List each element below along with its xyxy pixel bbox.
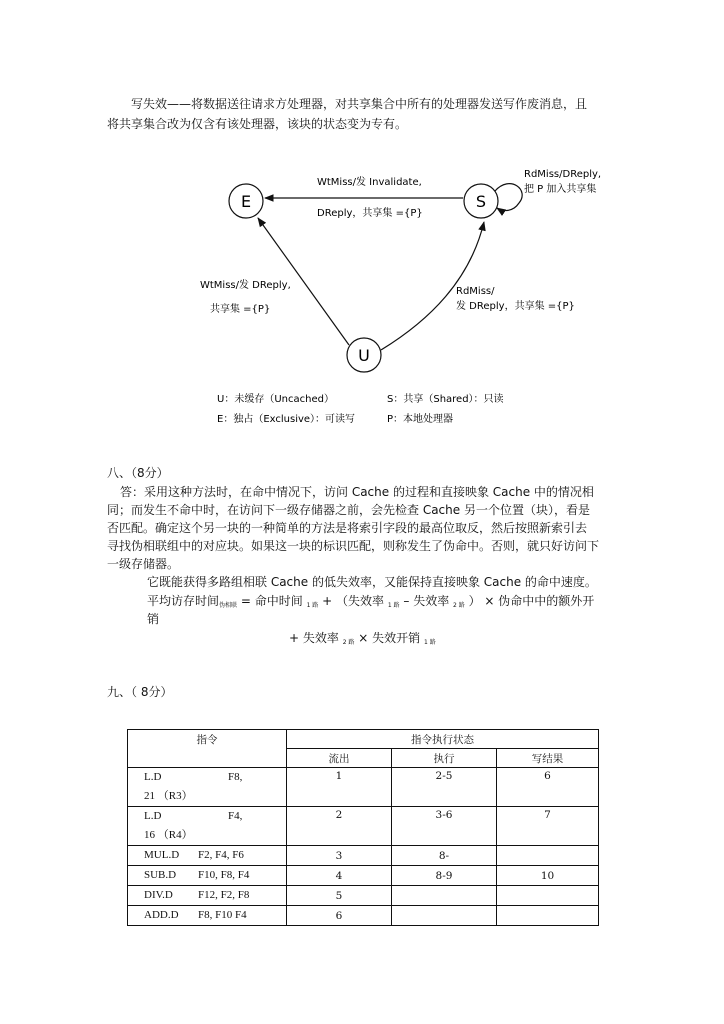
state-e-label: E [240,192,252,211]
cell-issue: 5 [287,886,392,906]
label-s-self-1: RdMiss/DReply, [524,169,602,180]
formula-prefix: 平均访存时间 [147,594,220,608]
formula-sub-2way-a: 2 路 [453,602,465,609]
instr-op: L.D [144,810,162,822]
label-u-to-e-1: WtMiss/发 DReply, [200,280,291,291]
instr-cell [128,846,287,866]
legend-s: S：共享（Shared）：只读 [387,394,504,405]
instr-args2: 16 （R4） [144,829,193,841]
header-status: 指令执行状态 [287,730,599,749]
state-s-label: S [475,192,487,211]
cell-write: 7 [497,807,599,846]
legend-p: P：本地处理器 [387,414,454,425]
cell-issue: 2 [287,807,392,846]
instr-op: ADD.D [144,909,179,921]
instr-op: MUL.D [144,849,180,861]
cell-issue: 1 [287,768,392,807]
instr-args: F12, F2, F8 [198,889,250,901]
instr-op: SUB.D [144,869,177,881]
table-row [128,807,599,846]
formula-line-1 [147,591,594,616]
cell-issue: 3 [287,846,392,866]
instr-cell [128,807,287,846]
section-8-line-4: 寻找伪相联组中的对应块。如果这一块的标识匹配，则称发生了伪命中。否则，就只好访问下 [107,539,600,553]
formula-sub-1way-b: 1 路 [387,602,400,609]
cell-write [497,846,599,866]
state-u-label: U [358,346,370,365]
label-s-self-2: 把 P 加入共享集 [524,184,597,195]
subheader-issue: 流出 [287,749,392,768]
instr-args: F8, [228,771,243,783]
instruction-status-table [127,729,599,926]
instr-cell [128,768,287,807]
instr-args: F10, F8, F4 [198,869,250,881]
formula-minus: – 失效率 [403,594,450,608]
arrow-s-self-loop [495,184,522,211]
cell-exec [392,886,497,906]
table-row [128,866,599,886]
section-8-line-2: 同；而发生不命中时，在访问下一级存储器之前，会先检查 Cache 另一个位置（块），看是 [107,503,590,517]
write-miss-line-1: 写失效——将数据送往请求方处理器，对共享集合中所有的处理器发送写作废消息，且 [131,97,588,111]
cell-write: 10 [497,866,599,886]
label-s-to-e-top: WtMiss/发 Invalidate, [317,177,422,188]
subheader-write: 写结果 [497,749,599,768]
cell-write [497,906,599,926]
subheader-exec: 执行 [392,749,497,768]
instr-args: F4, [228,810,243,822]
label-u-to-s-1: RdMiss/ [456,286,495,297]
cell-write [497,886,599,906]
coherence-state-diagram [0,0,724,440]
table-row [128,886,599,906]
formula-close: ） × 伪命中中的额外开 [468,594,595,608]
section-8-line-1: 答：采用这种方法时，在命中情况下，访问 Cache 的过程和直接映象 Cache 中的情况相 [120,485,594,499]
formula-eq: = 命中时间 [240,594,303,608]
table-row [128,846,599,866]
formula-sub-2way-b: 2 路 [342,639,355,646]
formula-line2-a: + 失效率 [289,631,339,645]
instr-cell [128,866,287,886]
formula-sub-1way-c: 1 路 [423,639,436,646]
instr-op: L.D [144,771,162,783]
formula-sub-1way-a: 1 路 [306,602,319,609]
label-s-to-e-bottom: DReply，共享集 ={P} [317,208,423,219]
formula-plus-open: + （失效率 [322,594,384,608]
cell-exec [392,906,497,926]
instr-args: F8, F10 F4 [198,909,247,921]
legend-e: E：独占（Exclusive）：可读写 [217,414,356,425]
instr-args2: 21 （R3） [144,790,193,802]
table-row [128,768,599,807]
instr-op: DIV.D [144,889,173,901]
cell-exec: 2-5 [392,768,497,807]
instr-args: F2, F4, F6 [198,849,244,861]
section-8-line-3: 否匹配。确定这个另一块的一种简单的方法是将索引字段的最高位取反，然后按照新索引去 [107,521,588,535]
section-8-heading: 八、（8分） [107,466,169,480]
cell-exec: 8-9 [392,866,497,886]
formula-wrap: 销 [147,612,160,626]
instr-cell [128,906,287,926]
write-miss-line-2: 将共享集合改为仅含有该处理器，该块的状态变为专有。 [107,117,408,131]
label-u-to-e-2: 共享集 ={P} [210,304,271,315]
instr-cell [128,886,287,906]
formula-line2-b: × 失效开销 [358,631,421,645]
formula-line-2 [289,628,436,653]
cell-exec: 8- [392,846,497,866]
header-instruction: 指令 [128,730,287,768]
section-8-line-5: 一级存储器。 [107,557,180,571]
section-9-heading: 九、（ 8分） [107,685,173,699]
legend-u: U：未缓存（Uncached） [217,394,334,405]
cell-exec: 3-6 [392,807,497,846]
cell-issue: 6 [287,906,392,926]
cell-issue: 4 [287,866,392,886]
cell-write: 6 [497,768,599,807]
section-8-line-after: 它既能获得多路组相联 Cache 的低失效率，又能保持直接映象 Cache 的命中速度。 [147,575,597,589]
formula-sub-pseudo: 伪相联 [219,602,238,609]
label-u-to-s-2: 发 DReply，共享集 ={P} [456,301,575,312]
table-row [128,906,599,926]
